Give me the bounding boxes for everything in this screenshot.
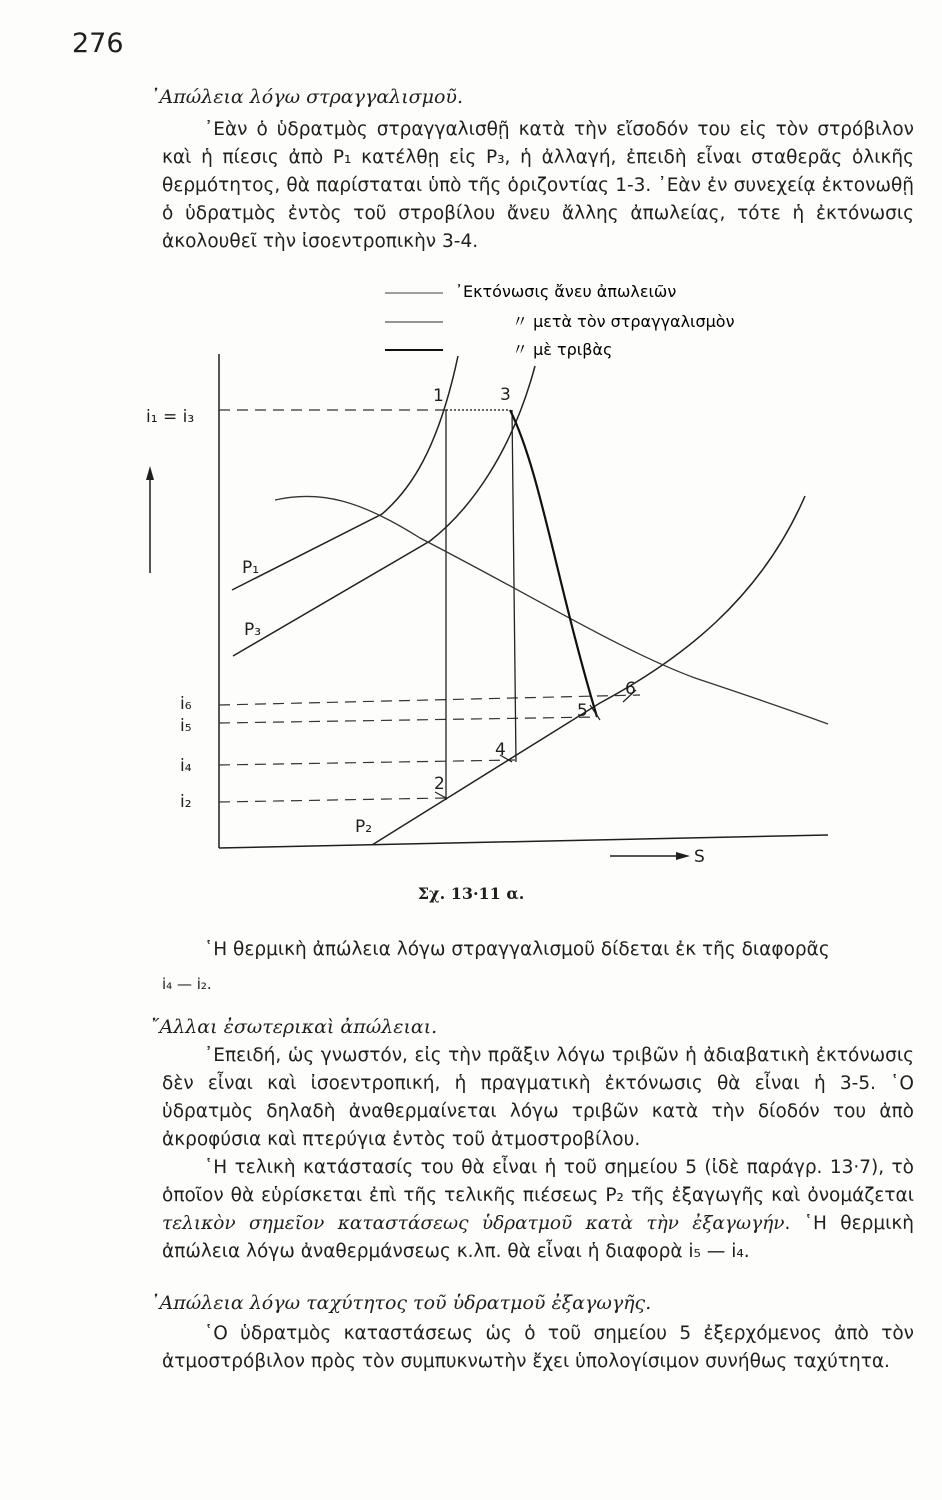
x-axis: [219, 835, 828, 848]
isobar-p1: [232, 356, 458, 590]
paragraph-loss-difference: [162, 936, 914, 998]
curve-label-p1: P₁: [242, 558, 260, 578]
y-label-i5: i₅: [180, 716, 192, 736]
section-title-velocity-loss: ᾿Απώλεια λόγω ταχύτητος τοῦ ὑδρατμοῦ ἐξαγωγῆς.: [150, 1292, 652, 1314]
y-label-i6: i₆: [180, 694, 192, 714]
point-label-1: 1: [433, 386, 444, 406]
y-arrow-head: [146, 466, 154, 480]
velocity-loss-text: ῾Ο ὑδρατμὸς καταστάσεως ὡς ὁ τοῦ σημείου 5 ἐξερχόμενος ἀπὸ τὸν ἀτμοστρόβιλον πρὸς τὸν συμπυκνωτὴν ἔχει ὑπολογίσιμον συνήθως ταχύτητα.: [162, 1323, 914, 1372]
section-title-internal-losses: ῎Αλλαι ἐσωτερικαὶ ἀπώλειαι.: [150, 1016, 438, 1038]
y-label-i1-i3: i₁ = i₃: [146, 407, 195, 427]
legend-entry-throttled: 〃 μετὰ τὸν στραγγαλισμὸν: [512, 312, 735, 331]
curve-label-p2: P₂: [355, 817, 373, 837]
point-label-3: 3: [500, 385, 511, 405]
internal-losses-para2-start: ῾Η τελικὴ κατάστασίς του θὰ εἶναι ἡ τοῦ σημείου 5 (ἰδὲ παράγρ. 13·7), τὸ ὁποῖον θὰ εὑρίσκεται ἐπὶ τῆς τελικῆς πιέσεως P₂ τῆς ἐξαγωγῆς καὶ ὀνομάζεται: [162, 1157, 914, 1206]
paragraph-internal-losses: [162, 1042, 914, 1266]
point-label-4: 4: [495, 740, 506, 760]
point-label-5: 5: [577, 701, 588, 721]
internal-losses-para1: ᾿Επειδή, ὡς γνωστόν, εἰς τὴν πρᾶξιν λόγω τριβῶν ἡ ἀδιαβατικὴ ἐκτόνωσις δὲν εἶναι καὶ ἰσοεντροπική, ἡ πραγματικὴ ἐκτόνωσις θὰ εἶναι ἡ 3-5. ῾Ο ὑδρατμὸς δηλαδὴ ἀναθερμαίνεται λόγω τριβῶν κατὰ τὴν δίοδόν του ἀπὸ ἀκροφύσια καὶ πτερύγια ἐντὸς τοῦ ἀτμοστροβίλου.: [162, 1045, 914, 1150]
paragraph-throttling-text: ᾿Εὰν ὁ ὑδρατμὸς στραγγαλισθῇ κατὰ τὴν εἴσοδόν του εἰς τὸν στρόβιλον καὶ ἡ πίεσις ἀπὸ P₁ κατέλθῃ εἰς P₃, ἡ ἀλλαγή, ἐπειδὴ εἶναι σταθερᾶς ὁλικῆς θερμότητος, θὰ παρίσταται ὑπὸ τῆς ὁριζοντίας 1-3. ᾿Εὰν ἐν συνεχείᾳ ἐκτονωθῇ ὁ ὑδρατμὸς ἐντὸς τοῦ στροβίλου ἄνευ ἄλλης ἀπωλείας, τότε ἡ ἐκτόνωσις ἀκολουθεῖ τὴν ἰσοεντροπικὴν 3-4.: [162, 119, 914, 252]
legend-entry-ideal: ᾿Εκτόνωσις ἄνευ ἀπωλειῶν: [455, 282, 677, 301]
level-i5: [219, 717, 597, 723]
point-label-6: 6: [625, 679, 636, 699]
x-arrow-head: [676, 852, 690, 860]
curve-label-p3: P₃: [244, 620, 262, 640]
x-axis-label: S: [694, 847, 705, 867]
loss-difference-line2: i₄ — i₂.: [162, 975, 212, 993]
level-i2: [219, 798, 446, 802]
final-state-term: τελικὸν σημεῖον καταστάσεως ὑδρατμοῦ κατὰ τὴν ἐξαγωγήν: [162, 1213, 785, 1234]
section-title-throttling-loss: ᾿Απώλεια λόγω στραγγαλισμοῦ.: [150, 86, 463, 108]
internal-losses-para2: [162, 1154, 914, 1266]
y-label-i2: i₂: [180, 792, 192, 812]
page-number: 276: [72, 28, 124, 59]
y-label-i4: i₄: [180, 756, 192, 776]
real-expansion-3-5: [510, 410, 597, 717]
saturation-curve: [275, 496, 828, 724]
figure-caption: Σχ. 13·11 α.: [417, 884, 525, 903]
level-i4: [219, 760, 515, 765]
paragraph-velocity-loss: [162, 1320, 914, 1376]
point-label-2: 2: [434, 774, 445, 794]
isentrope-3-4: [512, 410, 516, 762]
internal-losses-para2-end: . ῾Η θερμικὴ ἀπώλεια λόγω ἀναθερμάνσεως κ.λπ. θὰ εἶναι ἡ διαφορὰ i₅ — i₄.: [162, 1213, 914, 1262]
legend-entry-friction: 〃 μὲ τριβὰς: [512, 340, 613, 359]
loss-difference-line1: ῾Η θερμικὴ ἀπώλεια λόγω στραγγαλισμοῦ δίδεται ἐκ τῆς διαφορᾶς: [204, 939, 830, 960]
